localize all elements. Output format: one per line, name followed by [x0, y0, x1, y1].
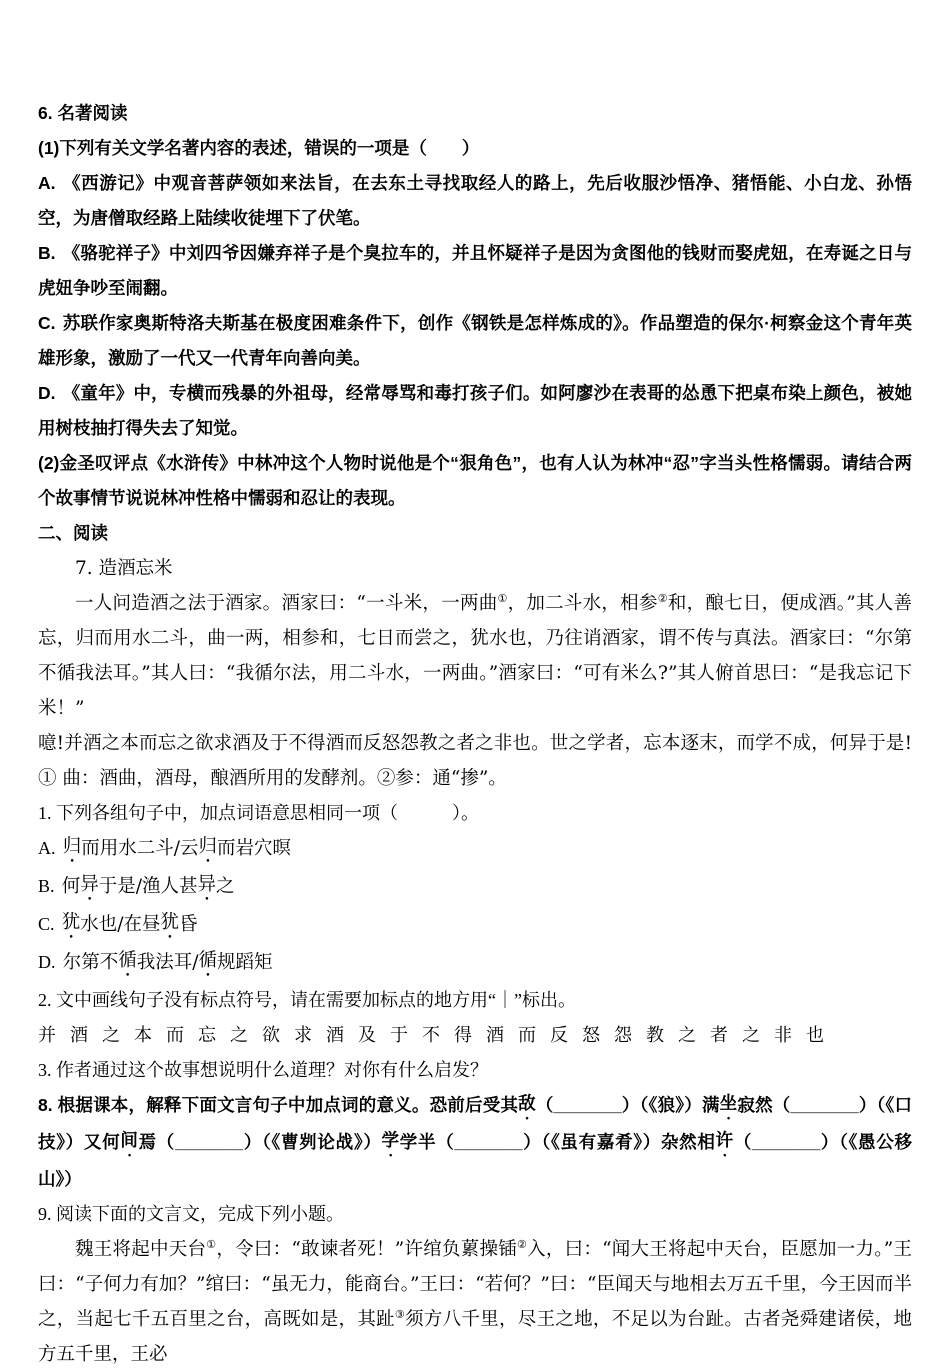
option-text — [63, 950, 273, 973]
footnote-superscript: ② — [516, 1237, 528, 1251]
q7-passage-paragraph-1 — [38, 586, 912, 726]
q7-sub1-option-d — [38, 945, 912, 983]
text-run: 而岩穴暝 — [216, 838, 291, 859]
text-run: 规蹈矩 — [216, 952, 273, 973]
q7-sub2-unpunctuated-sentence: 并酒之本而忘之欲求酒及于不得酒而反怒怨教之者之非也 — [38, 1025, 838, 1045]
option-text: 《童年》中，专横而残暴的外祖母，经常辱骂和毒打孩子们。如阿廖沙在表哥的怂恿下把桌布染上颜色，被她用树枝抽打得失去了知觉。 — [38, 383, 912, 438]
option-text: 《骆驼祥子》中刘四爷因嫌弃祥子是个臭拉车的，并且怀疑祥子是因为贪图他的钱财而娶虎妞，在寿诞之日与虎妞争吵至闹翻。 — [38, 243, 912, 298]
text-run: 和，酿七日，便成酒。”其人善忘，归而用水二斗，曲一两，相参和，七日而尝之，犹水也，乃往诮酒家，谓不传与真法。酒家曰：“尔第不循我法耳。”其人曰：“我循尔法，用二斗水，一两曲。”酒家曰：“可有米么?”其人俯首思曰：“是我忘记下米！” — [38, 593, 912, 719]
q9-prompt: 9. 阅读下面的文言文，完成下列小题。 — [38, 1204, 344, 1224]
text-run: 尔第不 — [62, 952, 119, 973]
text-run: 噫!并酒之本而忘之欲求酒及于不得酒而反怒怨教之者之非也。世之学者，忘本逐末，而学不成，何异于是!① 曲：酒曲，酒母，酿酒所用的发酵剂。②参：通“掺”。 — [38, 733, 912, 789]
emphasized-dotted-word: 犹 — [160, 912, 179, 933]
q6-option-a — [38, 166, 912, 236]
q6-option-d — [38, 376, 912, 446]
emphasized-dotted-word: 犹 — [61, 912, 81, 933]
option-text: 《西游记》中观音菩萨领如来法旨，在去东土寻找取经人的路上，先后收服沙悟净、猪悟能、小白龙、孙悟空，为唐僧取经路上陆续收徒埋下了伏笔。 — [38, 173, 912, 228]
q7-passage-paragraph-2 — [38, 726, 912, 796]
text-run: 昏 — [178, 914, 198, 935]
text-run: （_______）（《愚公移山》） — [38, 1132, 912, 1189]
text-run: 入，曰：“闻大王将起中天台，臣愿加一力。”王曰：“子何力有加？”绾曰：“虽无力，能商台。”王曰：“若何？”曰：“臣闻天与地相去万五千里，今王因而半之，当起七千五百里之台，高既如是，其趾 — [38, 1239, 912, 1330]
emphasized-dotted-word: 异 — [197, 874, 216, 895]
option-label: D. — [38, 383, 56, 403]
option-text: 苏联作家奥斯特洛夫斯基在极度困难条件下，创作《钢铁是怎样炼成的》。作品塑造的保尔·柯察金这个青年英雄形象，激励了一代又一代青年向善向美。 — [38, 313, 912, 368]
text-run: 水也/在昼 — [80, 914, 161, 935]
footnote-superscript: ① — [206, 1237, 217, 1251]
option-label: B. — [38, 876, 55, 896]
emphasized-dotted-word: 间 — [120, 1130, 139, 1150]
q7-sub2-prompt: 2. 文中画线句子没有标点符号，请在需要加标点的地方用“｜”标出。 — [38, 990, 576, 1010]
text-run: 焉（_______）（《曹刿论战》） — [138, 1132, 382, 1152]
q8-prompt — [38, 1088, 912, 1197]
q6-part1-prompt: (1)下列有关文学名著内容的表述，错误的一项是（ ） — [38, 138, 480, 158]
text-run: 之 — [215, 876, 235, 897]
text-run: 须方八千里，尽王之地，不足以为台趾。古者尧舜建诸侯，地方五千里，王必 — [38, 1309, 912, 1365]
q6-part2-prompt: (2)金圣叹评点《水浒传》中林冲这个人物时说他是个“狠角色”，也有人认为林冲“忍”字当头性格懦弱。请结合两个故事情节说说林冲性格中懦弱和忍让的表现。 — [38, 453, 912, 508]
section2-title: 二、阅读 — [38, 523, 108, 543]
option-text — [63, 836, 291, 859]
text-run: 我法耳/ — [136, 952, 199, 973]
footnote-superscript: ① — [497, 591, 508, 605]
text-run: 一人问造酒之法于酒家。酒家曰：“一斗米，一两曲 — [75, 593, 498, 614]
text-run: 于是/渔人甚 — [98, 876, 198, 897]
text-run: ，令曰：“敢谏者死！”许绾负蔂操锸 — [216, 1239, 517, 1260]
emphasized-dotted-word: 学 — [381, 1130, 400, 1150]
option-text — [62, 874, 235, 897]
text-run: （_______）（《狼》）满 — [535, 1095, 720, 1115]
option-label: C. — [38, 313, 56, 333]
emphasized-dotted-word: 归 — [62, 836, 82, 857]
q6-option-b — [38, 236, 912, 306]
text-run: 何 — [61, 876, 81, 897]
option-label: A. — [38, 173, 56, 193]
emphasized-dotted-word: 许 — [715, 1130, 734, 1150]
footnote-superscript: ③ — [394, 1307, 406, 1321]
text-run: 而用水二斗/云 — [81, 838, 199, 859]
q6-title: 6. 名著阅读 — [38, 103, 128, 123]
option-label: D. — [38, 952, 56, 972]
emphasized-dotted-word: 归 — [198, 836, 217, 857]
footnote-superscript: ② — [657, 591, 668, 605]
emphasized-dotted-word: 坐 — [719, 1093, 738, 1113]
option-label: A. — [38, 838, 56, 858]
q7-sub1-option-a — [38, 831, 912, 869]
q7-sub1-option-c — [38, 907, 912, 945]
option-label: B. — [38, 243, 56, 263]
q7-sub1-option-b — [38, 869, 912, 907]
option-label: C. — [38, 914, 55, 934]
text-run: 寂然（_______）（《口技》）又何 — [38, 1095, 912, 1152]
option-text — [62, 912, 198, 935]
emphasized-dotted-word: 敌 — [518, 1093, 536, 1113]
text-run: 学半（_______）（《虽有嘉肴》）杂然相 — [399, 1132, 716, 1152]
emphasized-dotted-word: 循 — [118, 950, 137, 971]
q6-option-c — [38, 306, 912, 376]
q9-passage — [38, 1232, 912, 1372]
q7-title: 7. 造酒忘米 — [75, 558, 173, 579]
text-run: ，加二斗水，相参 — [507, 593, 658, 614]
text-run: 8. 根据课本，解释下面文言句子中加点词的意义。恐前后受其 — [38, 1095, 519, 1115]
emphasized-dotted-word: 异 — [80, 874, 99, 895]
text-run: 魏王将起中天台 — [75, 1239, 207, 1260]
q7-sub3-prompt: 3. 作者通过这个故事想说明什么道理？对你有什么启发？ — [38, 1060, 488, 1080]
emphasized-dotted-word: 循 — [198, 950, 217, 971]
q7-sub1-prompt: 1. 下列各组句子中，加点词语意思相同一项（ ）。 — [38, 803, 479, 823]
